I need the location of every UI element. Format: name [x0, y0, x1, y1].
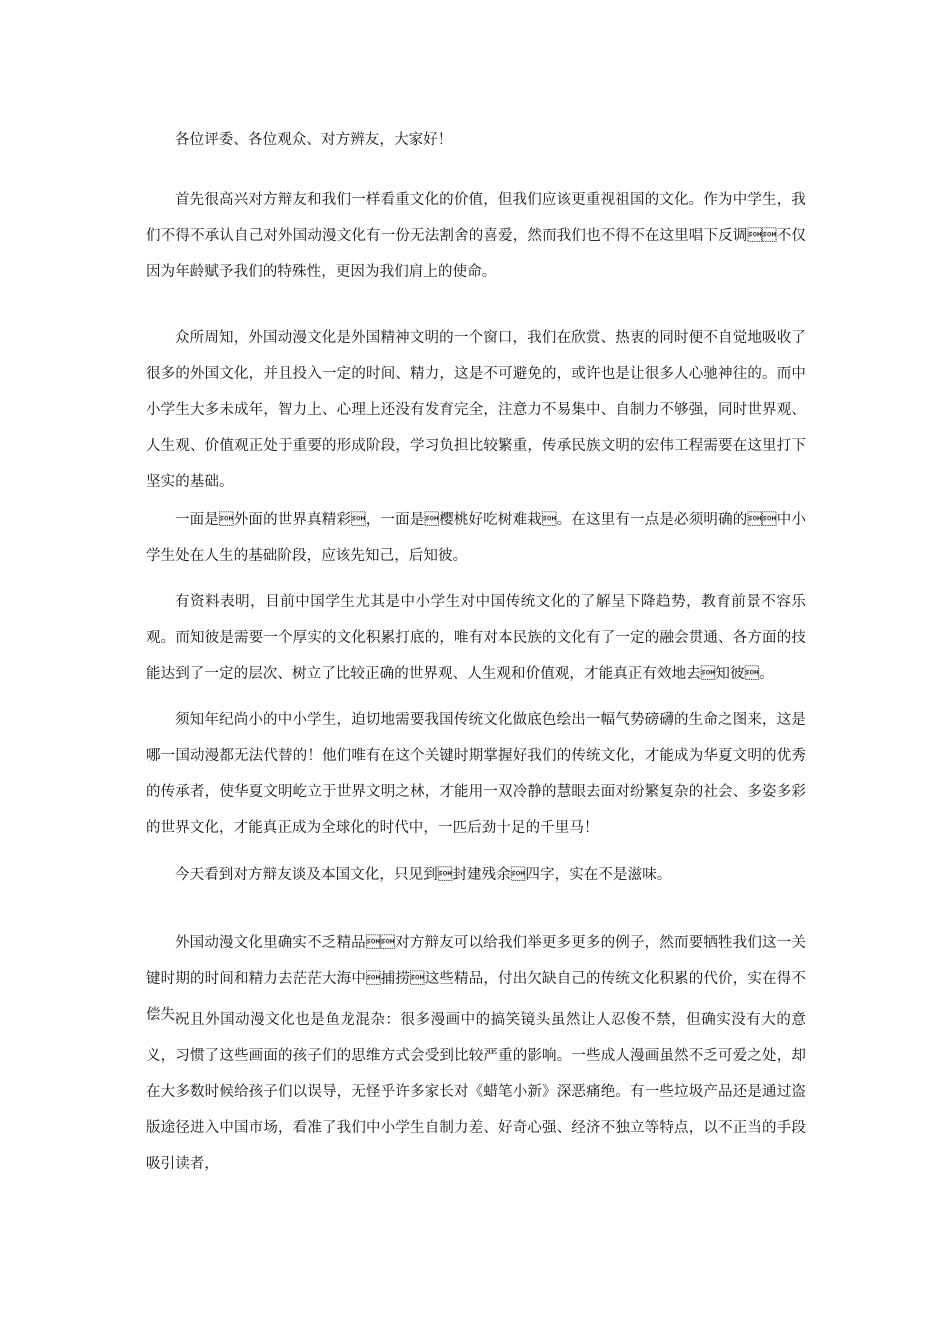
argument-paragraph-1: 众所周知，外国动漫文化是外国精神文明的一个窗口，我们在欣赏、热衷的同时便不自觉地吸收了很多的外国文化，并且投入一定的时间、精力，这是不可避免的，或许也是让很多人心驰神往的。而中小学生大多未成年，智力上、心理上还没有发育完全，注意力不易集中、自制力不够强，同时世界观、人生观、价值观正处于重要的形成阶段，学习负担比较繁重，传承民族文明的宏伟工程需要在这里打下坚实的基础。 — [146, 330, 806, 490]
opening-paragraph: 首先很高兴对方辩友和我们一样看重文化的价值，但我们应该更重视祖国的文化。作为中学生，我们不得不承认自己对外国动漫文化有一份无法割舍的喜爱，然而我们也不得不在这里唱下反调不仅因为年龄赋予我们的特殊性，更因为我们肩上的使命。 — [146, 192, 806, 280]
argument-paragraph-6: 外国动漫文化里确实不乏精品对方辩友可以给我们举更多更多的例子，然而要牺牲我们这一关键时期的时间和精力去茫茫大海中捕捞这些精品，付出欠缺自己的传统文化积累的代价，实在得不偿失。 — [146, 935, 806, 1023]
argument-paragraph-2: 一面是外面的世界真精彩，一面是樱桃好吃树难栽。在这里有一点是必须明确的中小学生处在人生的基础阶段，应该先知己，后知彼。 — [146, 512, 806, 564]
greeting-paragraph: 各位评委、各位观众、对方辨友，大家好！ — [175, 132, 453, 148]
argument-paragraph-7: 况且外国动漫文化也是鱼龙混杂：很多漫画中的搞笑镜头虽然让人忍俊不禁，但确实没有大的意义，习惯了这些画面的孩子们的思维方式会受到比较严重的影响。一些成人漫画虽然不乏可爱之处，却在大多数时候给孩子们以误导，无怪乎许多家长对《蜡笔小新》深恶痛绝。有一些垃圾产品还是通过盗版途径进入中国市场，看准了我们中小学生自制力差、好奇心强、经济不独立等特点，以不正当的手段吸引读者， — [146, 1012, 806, 1172]
argument-paragraph-3: 有资料表明，目前中国学生尤其是中小学生对中国传统文化的了解呈下降趋势，教育前景不容乐观。而知彼是需要一个厚实的文化积累打底的，唯有对本民族的文化有了一定的融会贯通、各方面的技能达到了一定的层次、树立了比较正确的世界观、人生观和价值观，才能真正有效地去知彼。 — [146, 594, 806, 682]
argument-paragraph-4: 须知年纪尚小的中小学生，迫切地需要我国传统文化做底色绘出一幅气势磅礴的生命之图来，这是哪一国动漫都无法代替的！他们唯有在这个关键时期掌握好我们的传统文化，才能成为华夏文明的优秀的传承者，使华夏文明屹立于世界文明之林，才能用一双冷静的慧眼去面对纷繁复杂的社会、多姿多彩的世界文化，才能真正成为全球化的时代中，一匹后劲十足的千里马！ — [146, 712, 806, 836]
argument-paragraph-5: 今天看到对方辩友谈及本国文化，只见到封建残余四字，实在不是滋味。 — [175, 867, 672, 883]
